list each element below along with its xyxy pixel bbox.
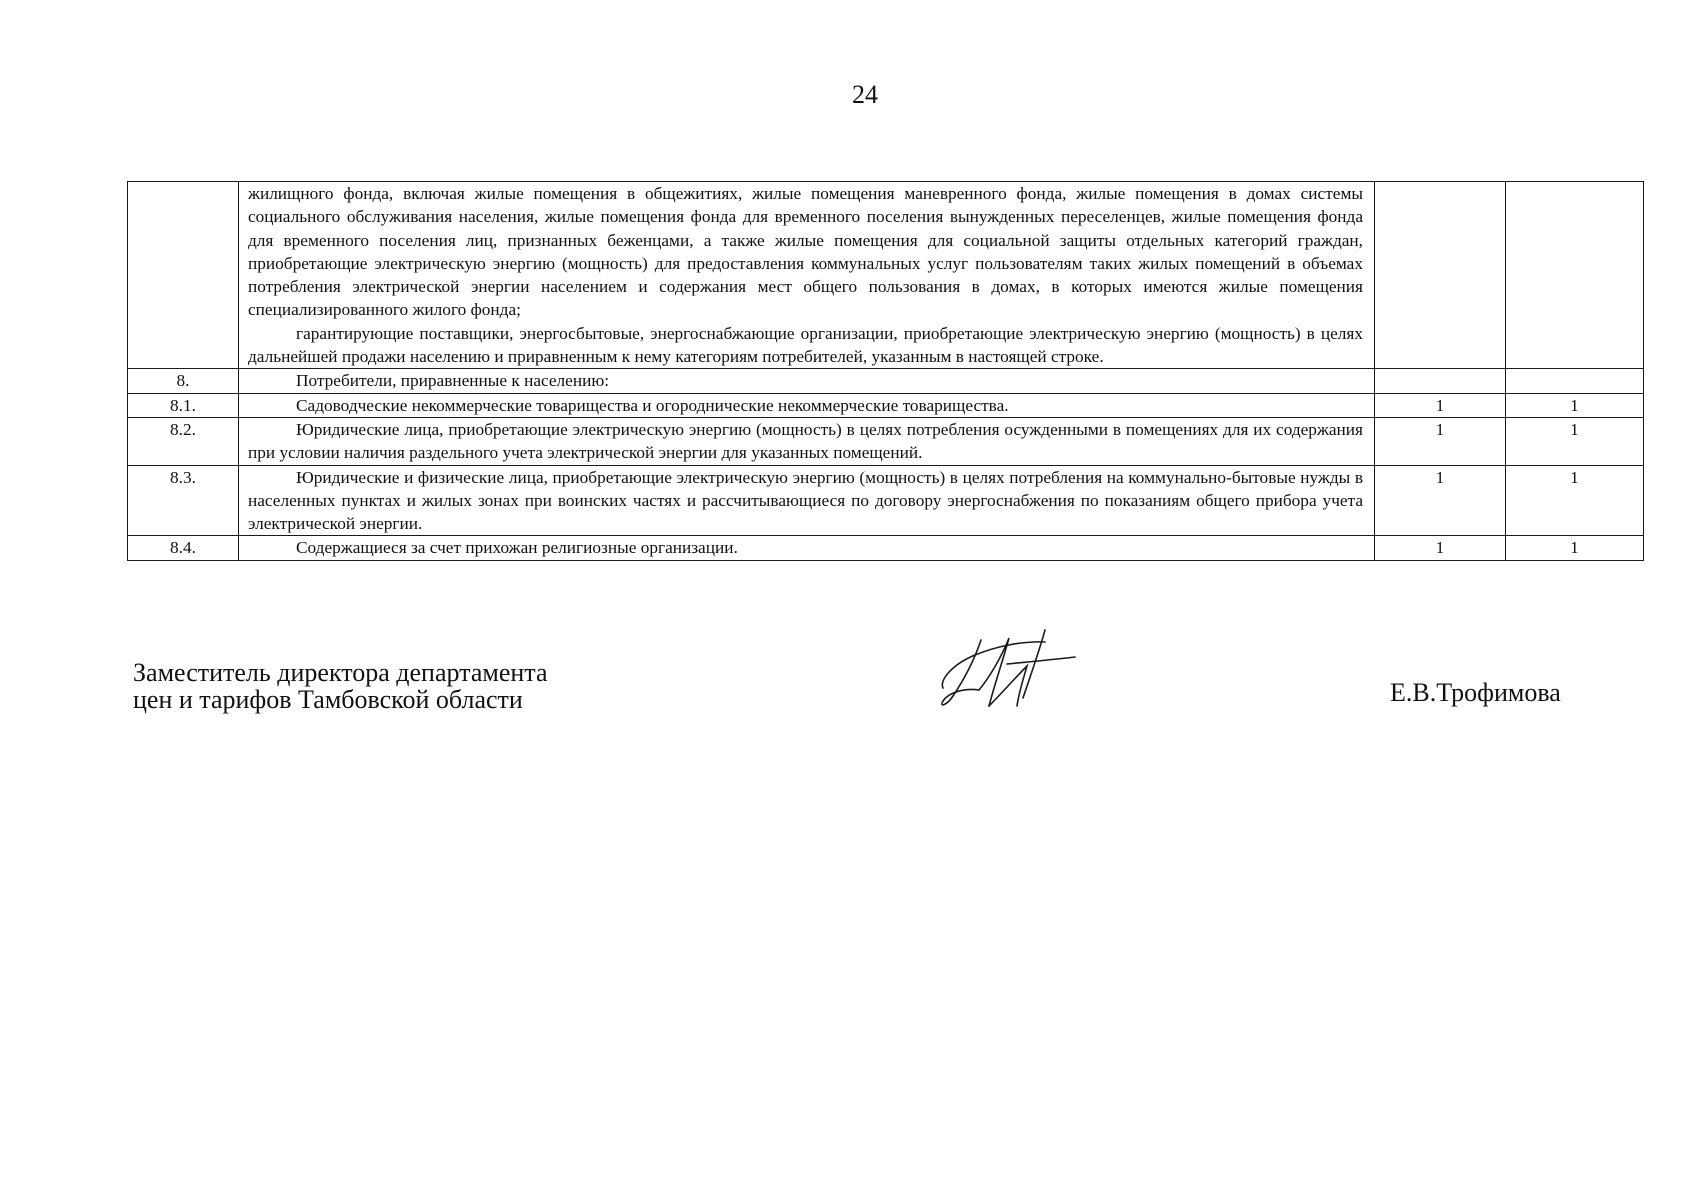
row-description-cell [239,536,1375,560]
page-number: 24 [852,80,878,109]
row-paragraph: Садоводческие некоммерческие товарищества и огороднические некоммерческие товарищества. [296,395,1009,415]
row-value-b-cell: 1 [1506,465,1644,536]
table-row [128,393,1644,417]
row-number-cell: 8.4. [128,536,239,560]
row-paragraph: Юридические и физические лица, приобретающие электрическую энергию (мощность) в целях потребления на коммунально-бытовые нужды в населенных пунктах и жилых зонах при воинских частях и рассчитывающиеся по договору энергоснабжения по показаниям общего прибора учета электрической энергии. [248,467,1363,534]
row-paragraph: жилищного фонда, включая жилые помещения в общежитиях, жилые помещения маневренного фонда, жилые помещения в домах системы социального обслуживания населения, жилые помещения фонда для временного поселения вынужденных переселенцев, жилые помещения фонда для временного поселения лиц, признанных беженцами, а также жилые помещения для социальной защиты отдельных категорий граждан, приобретающие электрическую энергию (мощность) для предоставления коммунальных услуг пользователям таких жилых помещений в объемах потребления электрической энергии населением и содержания мест общего пользования в домах, в которых имеются жилые помещения специализированного жилого фонда; [248,184,1363,320]
row-value-a-cell: 1 [1375,536,1506,560]
row-value-b-cell: 1 [1506,417,1644,465]
tariff-table [127,181,1644,561]
position-line: цен и тарифов Тамбовской области [133,685,523,714]
row-value-b-cell [1506,369,1644,393]
row-number-cell: 8.2. [128,417,239,465]
row-number-cell: 8. [128,369,239,393]
table-row [128,536,1644,560]
row-description-cell [239,369,1375,393]
row-description-cell [239,393,1375,417]
row-value-b-cell: 1 [1506,393,1644,417]
table-row [128,465,1644,536]
signer-name: Е.В.Трофимова [1390,678,1561,707]
signatory-position [133,659,548,713]
row-number-cell [128,182,239,369]
row-description-cell [239,465,1375,536]
row-number-cell: 8.1. [128,393,239,417]
row-value-a-cell: 1 [1375,393,1506,417]
row-paragraph: Содержащиеся за счет прихожан религиозные организации. [296,538,738,558]
handwritten-signature [935,628,1080,713]
row-value-a-cell [1375,182,1506,369]
row-value-a-cell: 1 [1375,465,1506,536]
row-paragraph: Потребители, приравненные к населению: [296,371,610,391]
row-value-b-cell [1506,182,1644,369]
table-row [128,417,1644,465]
row-paragraph: гарантирующие поставщики, энергосбытовые, энергоснабжающие организации, приобретающие электрическую энергию (мощность) в целях дальнейшей продажи населению и приравненным к нему категориям потребителей, указанным в настоящей строке. [248,323,1363,367]
row-value-b-cell: 1 [1506,536,1644,560]
table-row [128,369,1644,393]
row-number-cell: 8.3. [128,465,239,536]
position-line: Заместитель директора департамента [133,658,548,687]
row-value-a-cell [1375,369,1506,393]
row-paragraph: Юридические лица, приобретающие электрическую энергию (мощность) в целях потребления осужденными в помещениях для их содержания при условии наличия раздельного учета электрической энергии для указанных помещений. [248,419,1363,463]
row-description-cell [239,182,1375,369]
row-value-a-cell: 1 [1375,417,1506,465]
row-description-cell [239,417,1375,465]
table-row [128,182,1644,369]
